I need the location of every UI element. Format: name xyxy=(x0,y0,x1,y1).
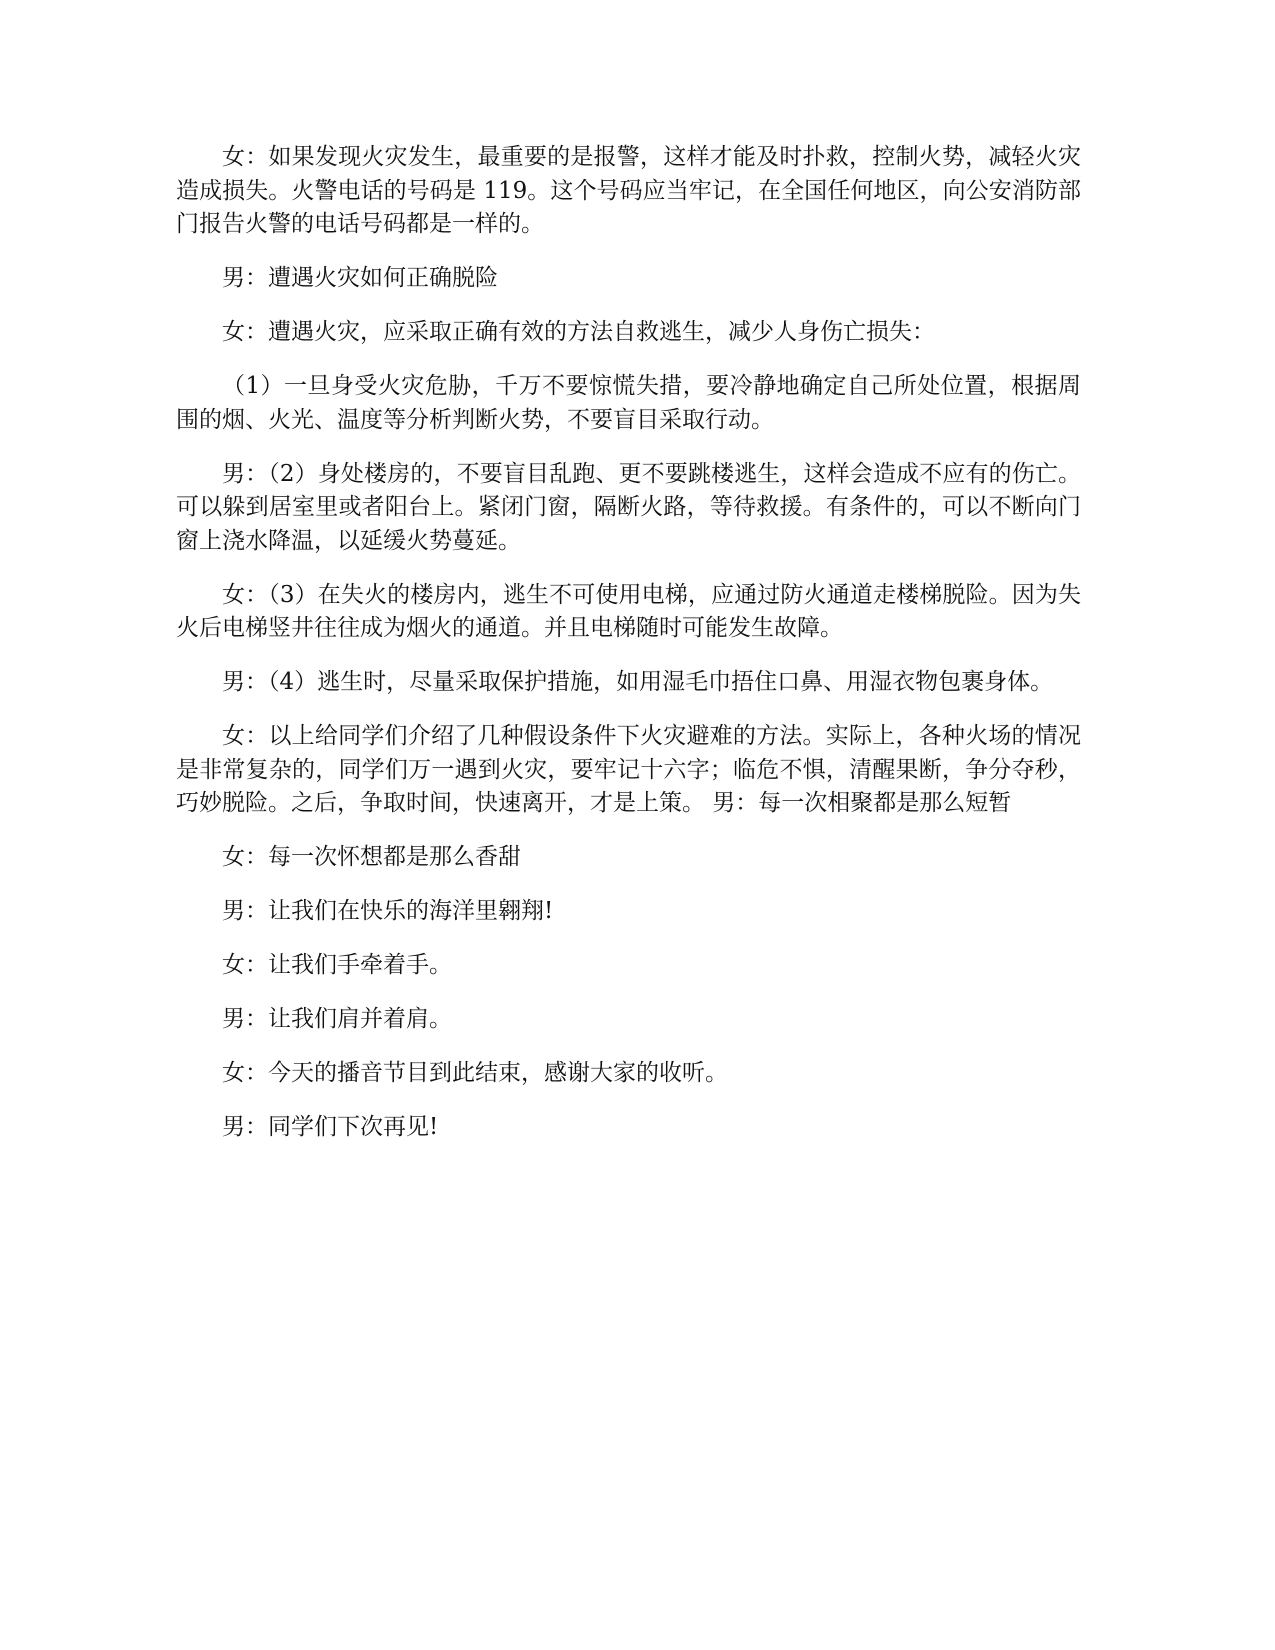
paragraph-1: 女：如果发现火灾发生，最重要的是报警，这样才能及时扑救，控制火势，减轻火灾造成损失。火警电话的号码是 119。这个号码应当牢记，在全国任何地区，向公安消防部门报告火警的电话号码都是一样的。 xyxy=(176,144,1081,237)
paragraph-6: 女：（3）在失火的楼房内，逃生不可使用电梯，应通过防火通道走楼梯脱险。因为失火后电梯竖井往往成为烟火的通道。并且电梯随时可能发生故障。 xyxy=(176,581,1081,641)
paragraph-8: 女：以上给同学们介绍了几种假设条件下火灾避难的方法。实际上，各种火场的情况是非常复杂的，同学们万一遇到火灾，要牢记十六字；临危不惧，清醒果断，争分夺秒，巧妙脱险。之后，争取时间，快速离开，才是上策。 男：每一次相聚都是那么短暂 xyxy=(176,723,1081,816)
paragraph-13: 女：今天的播音节目到此结束，感谢大家的收听。 xyxy=(222,1060,728,1086)
paragraph-11: 女：让我们手牵着手。 xyxy=(222,952,452,978)
paragraph-2: 男：遭遇火灾如何正确脱险 xyxy=(222,265,498,291)
paragraph-9: 女：每一次怀想都是那么香甜 xyxy=(222,844,521,870)
paragraph-7: 男：（4）逃生时，尽量采取保护措施，如用湿毛巾捂住口鼻、用湿衣物包裹身体。 xyxy=(222,669,1054,695)
paragraph-4: （1）一旦身受火灾危胁，千万不要惊慌失措，要冷静地确定自己所处位置，根据周围的烟、火光、温度等分析判断火势，不要盲目采取行动。 xyxy=(176,373,1081,433)
paragraph-3: 女：遭遇火灾，应采取正确有效的方法自救逃生，减少人身伤亡损失： xyxy=(222,319,935,345)
paragraph-14: 男：同学们下次再见! xyxy=(222,1114,439,1140)
paragraph-12: 男：让我们肩并着肩。 xyxy=(222,1006,452,1032)
paragraph-5: 男：（2）身处楼房的，不要盲目乱跑、更不要跳楼逃生，这样会造成不应有的伤亡。可以躲到居室里或者阳台上。紧闭门窗，隔断火路，等待救援。有条件的，可以不断向门窗上浇水降温，以延缓火势蔓延。 xyxy=(176,460,1081,554)
document-body xyxy=(176,141,1081,1165)
paragraph-10: 男：让我们在快乐的海洋里翱翔! xyxy=(222,898,554,924)
